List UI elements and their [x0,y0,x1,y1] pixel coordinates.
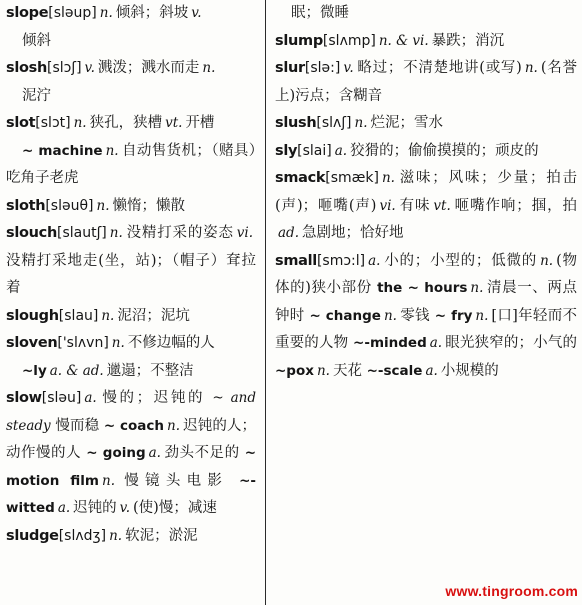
entry-sly: sly[slai] a. 狡猾的；偷偷摸摸的；顽皮的 [275,142,539,159]
entry-slosh: slosh[slɔʃ] v. 溅泼；溅水而走 n. 泥泞 [6,60,216,104]
entry-sloven: sloven['slʌvn] n. 不修边幅的人 ~ly a. & ad. 邋遢；不整洁 [6,335,215,379]
entry-continuation: 眠；微睡 [291,5,349,21]
left-column [6,0,256,550]
entry-slough: slough[slau] n. 泥沼；泥坑 [6,307,190,324]
entry-slow: slow[slәu] a. 慢的；迟钝的 ~ and steady 慢而稳 ~ coach n. 迟钝的人；动作慢的人 ~ going a. 劲头不足的 ~ motion film n. 慢镜头电影 ~-witted a. 迟钝的 v. (使)慢；减速 [6,390,257,516]
entry-slouch: slouch[slautʃ] n. 没精打采的姿态 vi.没精打采地走(坐，站)；（帽子）耷拉着 [6,225,256,296]
watermark-url: www.tingroom.com [445,583,578,599]
entry-slump: slump[slʌmp] n. & vi. 暴跌；消沉 [275,32,505,49]
entry-sloth: sloth[slәuθ] n. 懒惰；懒散 [6,197,185,214]
column-divider [265,0,266,605]
entry-slot: slot[slɔt] n. 狭孔，狭槽 vt. 开槽 ~ machine n. 自动售货机；（赌具）吃角子老虎 [6,115,256,186]
entry-smack: smack[smæk] n. 滋味；风味；少量；拍击(声)；咂嘴(声) vi. 有味 vt. 咂嘴作响；掴，拍ad. 急剧地；恰好地 [275,170,577,241]
entry-slope: slope[slәup] n. 倾斜；斜坡 v. 倾斜 [6,5,202,49]
entry-sludge: sludge[slʌdʒ] n. 软泥；淤泥 [6,527,198,544]
entry-slush: slush[slʌʃ] n. 烂泥；雪水 [275,115,443,131]
right-column [275,0,577,385]
entry-slur: slur[slә:] v. 略过；不清楚地讲(或写) n. (名誉上)污点；含糊音 [275,60,577,104]
entry-small: small[smɔ:l] a. 小的；小型的；低微的 n. (物体的)狭小部份 the ~ hours n. 清晨一、两点钟时 ~ change n. 零钱 ~ fry n. [口]年轻而不重要的人物 ~-minded a. 眼光狭窄的；小气的 ~pox n. 天花 ~-scale a. 小规模的 [275,252,578,379]
